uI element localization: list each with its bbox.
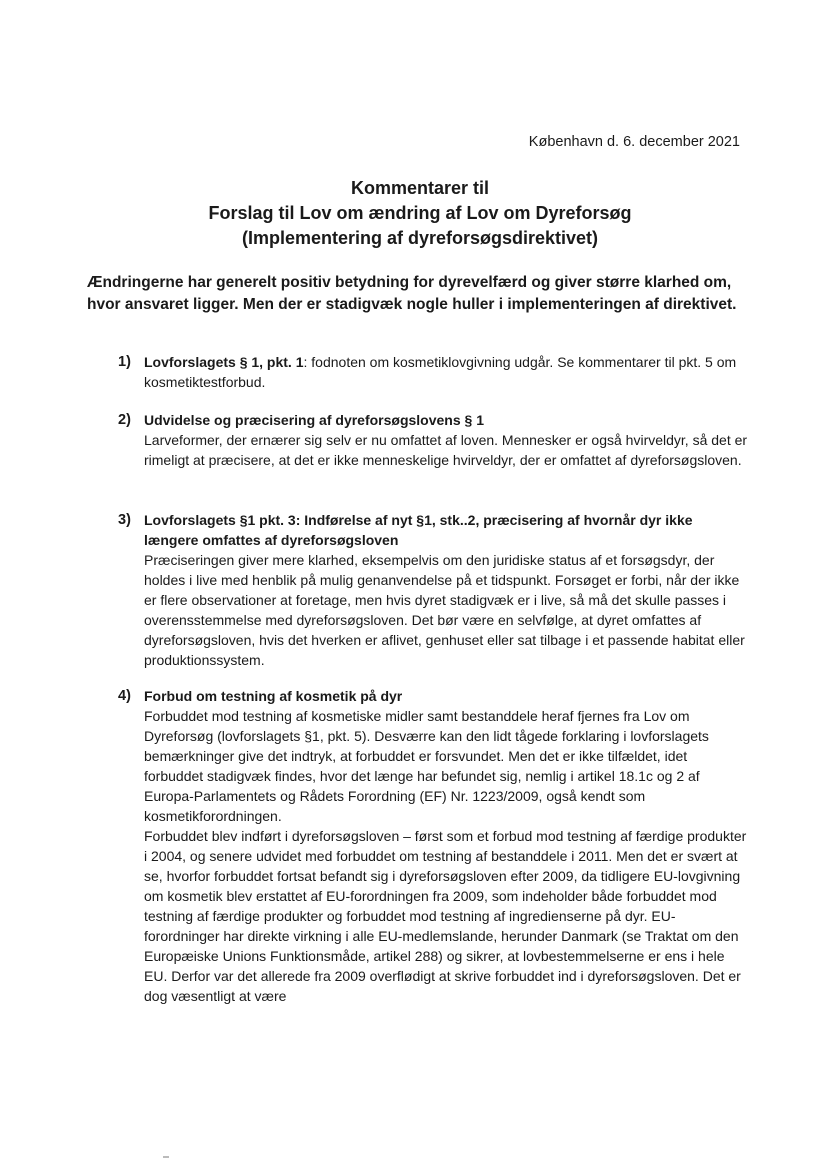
item-heading: Udvidelse og præcisering af dyreforsøgslovens § 1 xyxy=(144,412,484,428)
item-content xyxy=(144,410,748,470)
list-item-1 xyxy=(118,352,748,392)
dateline: København d. 6. december 2021 xyxy=(528,134,740,150)
item-text: Larveformer, der ernærer sig selv er nu omfattet af loven. Mennesker er også hvirveldyr, så det er rimeligt at præcisere, at det er ikke menneskelige hvirveldyr, der er omfattet af dyreforsøgsloven. xyxy=(144,432,748,468)
list-item-3 xyxy=(118,510,748,670)
item-content xyxy=(144,352,748,392)
list-item-2 xyxy=(118,410,748,470)
item-number: 1) xyxy=(118,354,131,370)
title-line-1: Kommentarer til xyxy=(350,178,490,198)
scan-mark xyxy=(163,1156,169,1158)
item-paragraph-2: Forbuddet blev indført i dyreforsøgsloven – først som et forbud mod testning af færdige produkter i 2004, og senere udvidet med forbuddet om testning af bestanddele i 2011. Men det er svært at se, hvorfor forbuddet fortsat befandt sig i dyreforsøgsloven efter 2009, da tidligere EU-lovgivning om kosmetik blev erstattet af EU-forordningen fra 2009, som indeholder både forbuddet mod testning af færdige produkter og forbuddet mod testning af ingredienserne på dyr. EU-forordninger har direkte virkning i alle EU-medlemslande, herunder Danmark (se Traktat om den Europæiske Unions Funktionsmåde, artikel 288) og sikrer, at lovbestemmelserne er ens i hele EU. Derfor var det allerede fra 2009 overflødigt at skrive forbuddet ind i dyreforsøgsloven. Det er dog væsentligt at være xyxy=(144,828,747,1004)
item-number: 3) xyxy=(118,512,131,528)
item-text: Præciseringen giver mere klarhed, eksempelvis om den juridiske status af et forsøgsdyr, der holdes i live med henblik på mulig genanvendelse på et tidspunkt. Forsøget er forbi, når der ikke er flere observationer at foretage, men hvis dyret stadigvæk er i live, så må det skulle passes i overensstemmelse med dyreforsøgsloven. Det bør være en selvfølge, at dyret omfattes af dyreforsøgsloven, hvis det hverken er aflivet, genhuset eller sat tilbage i et passende habitat eller produktionssystem. xyxy=(144,552,745,668)
item-number: 4) xyxy=(118,688,131,704)
item-text: : fodnoten om kosmetiklovgivning udgår. Se kommentarer til pkt. 5 om kosmetiktestforbud. xyxy=(144,354,737,390)
item-number: 2) xyxy=(118,412,131,428)
item-heading: Lovforslagets §1 pkt. 3: Indførelse af nyt §1, stk..2, præcisering af hvornår dyr ikke længere omfattes af dyreforsøgsloven xyxy=(144,512,693,548)
title-line-3: (Implementering af dyreforsøgsdirektivet) xyxy=(241,228,599,248)
list-item-4 xyxy=(118,686,748,1006)
item-heading: Forbud om testning af kosmetik på dyr xyxy=(144,688,403,704)
title-line-2: Forslag til Lov om ændring af Lov om Dyreforsøg xyxy=(208,203,632,223)
document-title xyxy=(120,176,720,251)
intro-paragraph: Ændringerne har generelt positiv betydning for dyrevelfærd og giver større klarhed om, hvor ansvaret ligger. Men der er stadigvæk nogle huller i implementeringen af direktivet. xyxy=(87,274,737,313)
item-paragraph-1: Forbuddet mod testning af kosmetiske midler samt bestanddele heraf fjernes fra Lov om Dyreforsøg (lovforslagets §1, pkt. 5). Desværre kan den lidt tågede forklaring i lovforslagets bemærkninger give det indtryk, at forbuddet er forsvundet. Men det er ikke tilfældet, idet forbuddet stadigvæk findes, hvor det længe har befundet sig, nemlig i artikel 18.1c og 2 af Europa-Parlamentets og Rådets Forordning (EF) Nr. 1223/2009, også kendt som kosmetikforordningen. xyxy=(144,708,709,824)
item-content xyxy=(144,686,748,1006)
item-content xyxy=(144,510,748,670)
item-heading: Lovforslagets § 1, pkt. 1 xyxy=(144,354,304,370)
